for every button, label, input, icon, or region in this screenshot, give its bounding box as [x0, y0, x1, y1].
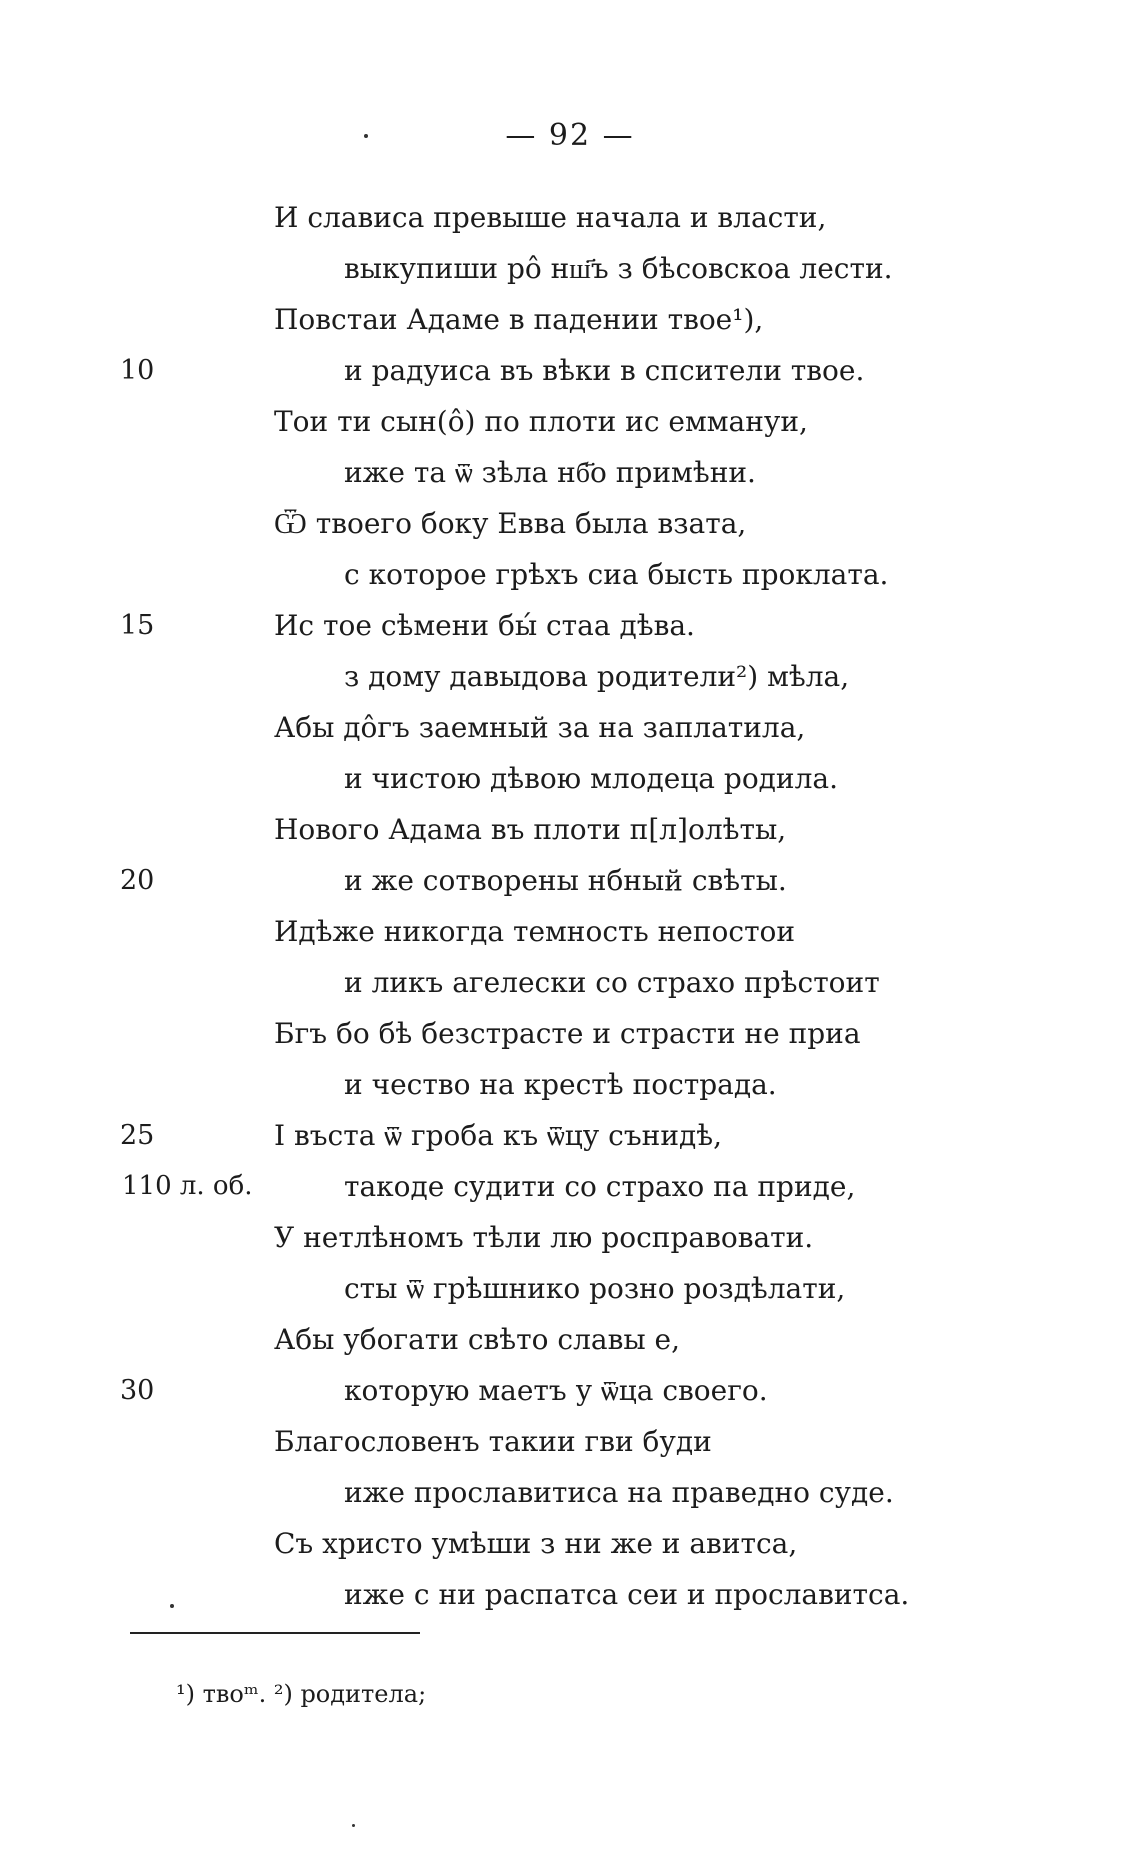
verse-line — [0, 651, 1140, 702]
verse-text: которую маетъ у ѿца своего. — [344, 1374, 768, 1407]
verse-line — [0, 549, 1140, 600]
line-number: 30 — [120, 1375, 155, 1406]
verse-line — [0, 906, 1140, 957]
verse-line — [0, 396, 1140, 447]
scan-speck — [170, 1604, 174, 1608]
verse-line — [0, 855, 1140, 906]
verse-line — [0, 1110, 1140, 1161]
line-number: 15 — [120, 610, 155, 641]
verse-line — [0, 192, 1140, 243]
verse-line — [0, 1467, 1140, 1518]
verse-line — [0, 1212, 1140, 1263]
verse-line — [0, 1008, 1140, 1059]
verse-text: и чистою дѣвою млодеца родила. — [344, 762, 838, 795]
verse-text: иже прославитиса на праведно суде. — [344, 1476, 894, 1509]
verse-line — [0, 702, 1140, 753]
verse-text: У нетлѣномъ тѣли лю росправовати. — [274, 1221, 814, 1254]
verse-line — [0, 1263, 1140, 1314]
verse-text: и чество на крестѣ пострада. — [344, 1068, 777, 1101]
verse-text: иже та ѿ зѣла нб҃о примѣни. — [344, 456, 756, 489]
verse-line — [0, 1416, 1140, 1467]
verse-text: І въста ѿ гроба къ ѿцу сънидѣ, — [274, 1119, 723, 1152]
verse-line — [0, 600, 1140, 651]
verse-line — [0, 243, 1140, 294]
verse-line — [0, 1059, 1140, 1110]
verse-line — [0, 1569, 1140, 1620]
page-number: — 92 — — [505, 118, 635, 153]
verse-line — [0, 1518, 1140, 1569]
verse-text: Нового Адама въ плоти п[л]олѣты, — [274, 813, 787, 846]
verse-text: Ис тое сѣмени бы́ стаа дѣва. — [274, 609, 695, 642]
verse-text: Абы до̂гъ заемный за на заплатила, — [274, 711, 806, 744]
verse-text: Тои ти сын(о̂) по плоти ис еммануи, — [274, 405, 808, 438]
verse-line — [0, 804, 1140, 855]
verse-text: Идѣже никогда темность непостои — [274, 915, 796, 948]
folio-reference: 110 л. об. — [122, 1171, 253, 1201]
verse-text: Съ христо умѣши з ни же и авитса, — [274, 1527, 798, 1560]
scan-speck — [364, 134, 368, 138]
verse-text: И слависа превыше начала и власти, — [274, 201, 827, 234]
footnotes: ¹) твоᵐ. ²) родитела; — [176, 1680, 427, 1708]
verse-text: з дому давыдова родители²) мѣла, — [344, 660, 850, 693]
verse-text: Благословенъ такии гви буди — [274, 1425, 712, 1458]
verse-line — [0, 957, 1140, 1008]
verse-line — [0, 345, 1140, 396]
verse-line — [0, 1314, 1140, 1365]
verse-text: иже с ни распатса сеи и прославитса. — [344, 1578, 910, 1611]
verse-line — [0, 753, 1140, 804]
verse-line — [0, 447, 1140, 498]
verse-text: и ликъ агелески со страхо прѣстоит — [344, 966, 880, 999]
verse-line — [0, 498, 1140, 549]
line-number: 10 — [120, 355, 155, 386]
verse-text: выкупиши ро̂ нш҃ъ з бѣсовскоа лести. — [344, 252, 893, 285]
line-number: 25 — [120, 1120, 155, 1151]
verse-line — [0, 1161, 1140, 1212]
line-number: 20 — [120, 865, 155, 896]
verse-text: Бгъ бо бѣ безстрасте и страсти не приа — [274, 1017, 861, 1050]
verse-text: Ѿ твоего боку Евва была взата, — [274, 507, 747, 540]
verse-line — [0, 1365, 1140, 1416]
verse-text: Повстаи Адаме в падении твое¹), — [274, 303, 764, 336]
verse-line — [0, 294, 1140, 345]
scan-speck — [352, 1824, 355, 1827]
verse-text: и радуиса въ вѣки в спсители твое. — [344, 354, 865, 387]
verse-text: и же сотворены нбный свѣты. — [344, 864, 787, 897]
verse-text: такоде судити со страхо па приде, — [344, 1170, 856, 1203]
verse-text: с которое грѣхъ сиа бысть проклата. — [344, 558, 889, 591]
poem-text — [0, 192, 1140, 1620]
footnote-divider — [130, 1632, 420, 1634]
verse-text: сты ѿ грѣшнико розно роздѣлати, — [344, 1272, 846, 1305]
verse-text: Абы убогати свѣто славы е, — [274, 1323, 681, 1356]
